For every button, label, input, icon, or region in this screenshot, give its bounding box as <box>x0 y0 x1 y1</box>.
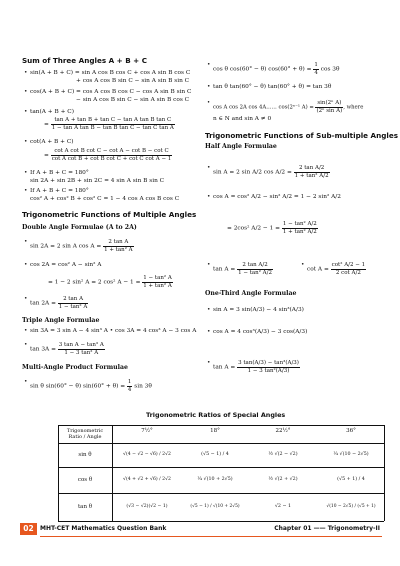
table-header-cell: 18° <box>210 428 220 434</box>
table-rule <box>58 521 384 522</box>
formula-tan-third <box>213 360 300 374</box>
denominator: 1 + tan² A <box>143 282 172 289</box>
formula-sin-sum-cont: + cos A cos B sin C − sin A sin B sin C <box>76 78 190 84</box>
numerator: cot² A/2 − 1 <box>331 262 366 268</box>
identity-cos-squared: cos² A + cos² B + cos² C = 1 − 4 cos A cos B cos C <box>30 196 180 202</box>
formula-tan-2a <box>30 296 88 310</box>
numerator: 2 tan A/2 <box>294 165 330 173</box>
denominator: 1 + tan² A/2 <box>294 172 329 179</box>
formula-text: , where <box>343 104 364 111</box>
chapter-title: Chapter 01 —— Trigonometry-II <box>274 525 380 532</box>
formula-cos-chain <box>213 100 363 114</box>
numerator: 2 tan A <box>103 239 134 247</box>
numerator: 1 <box>127 379 132 385</box>
table-cell: √(10 − 2√5) / (√5 + 1) <box>326 504 376 509</box>
table-cell: tan θ <box>77 504 93 510</box>
numerator: 3 tan A − tan³ A <box>58 342 104 348</box>
formula-text: tan A = <box>213 364 236 371</box>
table-cell: ½ √(2 + √2) <box>268 477 298 482</box>
condition-1: • If A + B + C = 180° <box>30 170 89 177</box>
formula-tan-sum-frac: = $\frac{\text{tan A + tan B + tan C − tan A tan B tan C}}{\text{1 − tan A tan B − tan B tan C − tan C tan A}}$ <box>44 117 174 131</box>
formula-text: cos 3θ <box>320 66 340 73</box>
numerator: 2 tan A/2 <box>237 262 273 270</box>
denominator: 4 <box>127 386 132 393</box>
table-cell: ¼ √(10 − 2√5) <box>333 452 369 457</box>
formula-sin-half <box>213 165 330 179</box>
formula-sin-2a <box>30 239 134 253</box>
formula-text: sin 2A = 2 sin A cos A = <box>30 243 102 250</box>
heading-one-third: One-Third Angle Formulae <box>205 290 297 297</box>
identity-sin2: sin 2A + sin 2B + sin 2C = 4 sin A sin B sin C <box>30 178 165 184</box>
denominator: 1 + tan² A <box>104 246 133 253</box>
table-cell: (√5 − 1) / 4 <box>201 452 229 457</box>
formula-text: = 2cos² A/2 − 1 = <box>227 225 281 232</box>
formula-text: tan 2A = <box>30 300 56 307</box>
numerator: 3 tan(A/3) − tan³(A/3) <box>238 360 299 366</box>
formula-cos-half-cont <box>227 221 318 235</box>
heading-half-angle: Half Angle Formulae <box>205 143 277 150</box>
formula-cos-2a-cont <box>48 275 173 289</box>
denominator: 1 − 3 tan² A <box>64 349 99 356</box>
denominator: 1 − 3 tan²(A/3) <box>247 367 290 374</box>
numerator: tan A + tan B + tan C − tan A tan B tan C <box>51 117 175 125</box>
table-rule <box>384 425 385 521</box>
page-number: 02 <box>20 523 37 535</box>
denominator: 4 <box>314 69 318 76</box>
table-cell: (√5 + 1) / 4 <box>337 477 365 482</box>
table-rule <box>58 493 384 494</box>
condition-2: • If A + B + C = 180° <box>30 188 89 195</box>
heading-triple-angle: Triple Angle Formulae <box>22 317 100 324</box>
table-cell: (√3 − √2)(√2 − 1) <box>126 504 168 509</box>
formula-tan-3a <box>30 342 105 356</box>
table-title: Trigonometric Ratios of Special Angles <box>146 411 286 419</box>
numerator: 1 − tan² A/2 <box>282 221 317 227</box>
formula-text: sin A = 2 sin A/2 cos A/2 = <box>213 169 292 176</box>
formula-text: sin θ sin(60° − θ) sin(60° + θ) = <box>30 383 126 390</box>
formula-cos-chain-condition: n ∈ N and sin A ≠ 0 <box>213 116 272 122</box>
table-rule <box>58 425 384 426</box>
formula-text: sin 3θ <box>134 383 152 390</box>
table-cell: √(4 − √2 − √6) / 2√2 <box>123 452 171 457</box>
formula-text: = 1 − 2 sin² A = 2 cos² A − 1 = <box>48 279 141 286</box>
formula-cot-sum: • cot(A + B + C) <box>30 139 74 146</box>
formula-cos-third: • cos A = 4 cos³(A/3) − 3 cos(A/3) <box>213 329 307 336</box>
denominator: 1 + tan² A/2 <box>282 228 317 235</box>
heading-double-angle: Double Angle Formulae (A to 2A) <box>22 224 137 231</box>
formula-cot-sum-frac: = $\frac{\text{cot A cot B cot C − cot A − cot B − cot C}}{\text{cot A cot B + cot B cot C + cot C cot A − 1}}$ <box>44 148 172 162</box>
table-rule <box>58 467 384 468</box>
table-header-cell: 22½° <box>275 428 291 434</box>
formula-cos-product <box>213 62 339 76</box>
table-rule <box>112 425 113 521</box>
denominator: 2 cot A/2 <box>335 269 361 276</box>
denominator: cot A cot B + cot B cot C + cot C cot A − 1 <box>51 155 172 162</box>
formula-tan-product: • tan θ tan(60° − θ) tan(60° + θ) = tan 3θ <box>213 84 331 91</box>
formula-sin-cos-3a: • sin 3A = 3 sin A − 4 sin³ A • cos 3A = 4 cos³ A − 3 cos A <box>30 328 196 335</box>
heading-sum-three-angles: Sum of Three Angles A + B + C <box>22 56 147 65</box>
denominator: 1 − tan² A <box>58 303 88 310</box>
table-header-cell: 7½° <box>141 428 153 434</box>
formula-tan-sum: • tan(A + B + C) <box>30 109 74 116</box>
table-cell: ½ √(2 − √2) <box>268 452 298 457</box>
formula-cos-2a: • cos 2A = cos² A − sin² A <box>30 262 102 269</box>
formula-cos-sum: • cos(A + B + C) = cos A cos B cos C − cos A sin B sin C <box>30 89 191 96</box>
formula-cos-half: • cos A = cos² A/2 − sin² A/2 = 1 − 2 sin² A/2 <box>213 194 341 201</box>
heading-multiple-angles: Trigonometric Functions of Multiple Angles <box>22 210 197 219</box>
footer-rule <box>40 536 382 537</box>
numerator: 1 − tan² A <box>143 275 172 281</box>
denominator: 1 − tan A tan B − tan B tan C − tan C tan A <box>51 124 174 131</box>
formula-sin-third: • sin A = 3 sin(A/3) − 4 sin³(A/3) <box>213 307 304 314</box>
table-cell: √(4 + √2 + √6) / 2√2 <box>123 477 171 482</box>
table-cell: sin θ <box>78 452 92 458</box>
heading-multi-angle-product: Multi-Angle Product Formulae <box>22 364 128 371</box>
table-cell: √2 − 1 <box>274 504 292 509</box>
numerator: sin(2ⁿ A) <box>317 100 342 106</box>
formula-text: tan 3A = <box>30 346 56 353</box>
formula-cot-half <box>307 262 366 276</box>
formula-sin-product <box>30 379 152 393</box>
formula-text: tan A = <box>213 266 236 273</box>
formula-text: cos A cos 2A cos 4A…… cos(2ⁿ⁻¹ A) = <box>213 104 314 111</box>
denominator: 1 − tan² A/2 <box>238 269 273 276</box>
formula-text: cos θ cos(60° − θ) cos(60° + θ) = <box>213 66 312 73</box>
formula-tan-half <box>213 262 273 276</box>
table-cell: (√5 − 1) / √(10 + 2√5) <box>190 504 240 509</box>
numerator: 2 tan A <box>58 296 89 304</box>
table-cell: cos θ <box>77 477 93 483</box>
page-footer <box>0 523 400 537</box>
formula-sin-sum: • sin(A + B + C) = sin A cos B cos C + cos A sin B cos C <box>30 70 190 77</box>
table-header-cell: Trigonometric Ratio / Angle <box>66 428 104 440</box>
formula-cos-sum-cont: − sin A cos B sin C − sin A sin B cos C <box>76 97 190 103</box>
numerator: cot A cot B cot C − cot A − cot B − cot C <box>51 148 173 156</box>
book-title: MHT-CET Mathematics Question Bank <box>40 525 167 532</box>
formula-text: cot A = <box>307 266 329 273</box>
denominator: (2ⁿ sin A) <box>316 107 343 114</box>
table-header-cell: 36° <box>346 428 356 434</box>
table-rule <box>58 443 384 444</box>
numerator: 1 <box>314 62 318 68</box>
heading-sub-multiple: Trigonometric Functions of Sub-multiple Angles <box>205 131 398 140</box>
table-cell: ¼ √(10 + 2√5) <box>197 477 233 482</box>
table-rule <box>58 425 59 521</box>
